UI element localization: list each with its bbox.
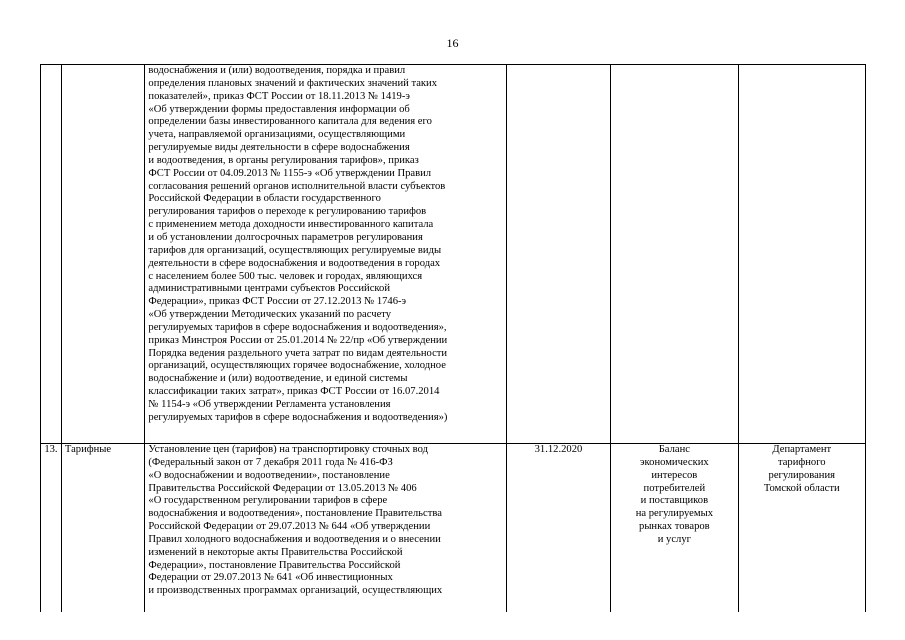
- text-line: Томской области: [763, 482, 840, 494]
- text-line: Баланс: [658, 444, 690, 455]
- text-line: рынках товаров: [639, 521, 710, 533]
- text-line: тарифов для организаций, осуществляющих регулируемые виды: [148, 244, 442, 256]
- text-line: водоснабжение и (или) водоотведение, и единой системы: [148, 373, 408, 385]
- text-line: регулируемые виды деятельности в сфере водоснабжения: [148, 142, 410, 154]
- text-line: Правительства Российской Федерации от 13.05.2013 № 406: [148, 482, 417, 494]
- text-line: Федерации от 29.07.2013 № 641 «Об инвестиционных: [148, 572, 393, 584]
- row-number-cell: 13.: [41, 444, 62, 613]
- text-line: и об установлении долгосрочных параметров регулирования: [148, 231, 423, 243]
- text-line: с применением метода доходности инвестированного капитала: [148, 219, 434, 231]
- text-line: ФСТ России от 04.09.2013 № 1155-э «Об утверждении Правил: [148, 167, 432, 179]
- text-line: водоснабжения и (или) водоотведения, порядка и правил: [148, 65, 406, 76]
- table-row: [41, 444, 866, 613]
- text-line: Российской Федерации в области государственного: [148, 193, 381, 205]
- text-line: с населением более 500 тыс. человек и городах, являющихся: [148, 270, 423, 282]
- text-line: Федерации», приказ ФСТ России от 27.12.2013 № 1746-э: [148, 296, 407, 308]
- expected-result-cell: [611, 65, 738, 444]
- text-line: приказ Минстроя России от 25.01.2014 № 22/пр «Об утверждении: [148, 334, 448, 346]
- text-line: регулирования: [768, 469, 836, 481]
- text-line: Федерации», постановление Правительства Российской: [148, 559, 401, 571]
- expected-result-cell: [611, 444, 738, 613]
- category-cell: Тарифные: [61, 444, 145, 613]
- text-line: Установление цен (тарифов) на транспортировку сточных вод: [148, 444, 428, 455]
- text-line: «Об утверждении Методических указаний по расчету: [148, 309, 392, 321]
- text-line: изменений в некоторые акты Правительства Российской: [148, 546, 403, 558]
- text-line: и водоотведения, в органы регулирования тарифов», приказ: [148, 154, 419, 166]
- text-line: и поставщиков: [640, 495, 709, 507]
- text-line: экономических: [640, 456, 709, 468]
- text-line: административными центрами субъектов Российской: [148, 283, 391, 295]
- text-line: «О водоснабжении и водоотведении», постановление: [148, 469, 390, 481]
- text-line: (Федеральный закон от 7 декабря 2011 года № 416-ФЗ: [148, 456, 393, 468]
- table-row: [41, 65, 866, 444]
- text-line: определении базы инвестированного капитала для ведения его: [148, 116, 432, 128]
- text-line: и услуг: [657, 533, 691, 545]
- text-line: регулируемых тарифов в сфере водоснабжения и водоотведения»,: [148, 321, 447, 333]
- text-line: «Об утверждении формы предоставления информации об: [148, 103, 410, 115]
- text-line: учета, направляемой организациями, осуществляющими: [148, 129, 406, 141]
- text-line: определения плановых значений и фактических значений таких: [148, 77, 438, 89]
- text-line: потребителей: [643, 482, 706, 494]
- text-line: показателей», приказ ФСТ России от 18.11.2013 № 1419-э: [148, 90, 410, 102]
- responsible-cell: [738, 65, 865, 444]
- text-line: регулируемых тарифов в сфере водоснабжения и водоотведения»): [148, 411, 448, 423]
- text-line: водоснабжения и водоотведения», постановление Правительства: [148, 508, 442, 520]
- deadline-cell: 31.12.2020: [506, 444, 610, 613]
- text-line: Правил холодного водоснабжения и водоотведения и о внесении: [148, 533, 441, 545]
- responsible-cell: [738, 444, 865, 613]
- text-line: классификации таких затрат», приказ ФСТ России от 16.07.2014: [148, 386, 440, 398]
- text-line: Департамент: [772, 444, 832, 455]
- page-number: 16: [446, 36, 459, 50]
- text-line: согласования решений органов исполнительной власти субъектов: [148, 180, 446, 192]
- text-line: Порядка ведения раздельного учета затрат по видам деятельности: [148, 347, 448, 359]
- legal-basis-cell: [145, 65, 506, 444]
- text-line: регулирования тарифов о переходе к регулированию тарифов: [148, 206, 427, 218]
- text-line: и производственных программах организаций, осуществляющих: [148, 585, 443, 597]
- row-number-cell: [41, 65, 62, 444]
- category-cell: [61, 65, 145, 444]
- text-line: Российской Федерации от 29.07.2013 № 644 «Об утверждении: [148, 521, 431, 533]
- deadline-cell: [506, 65, 610, 444]
- text-line: интересов: [651, 469, 698, 481]
- text-line: тарифного: [777, 456, 826, 468]
- measures-table: [40, 64, 866, 612]
- text-line: на регулируемых: [635, 508, 713, 520]
- text-line: «О государственном регулировании тарифов в сфере: [148, 495, 388, 507]
- text-line: деятельности в сфере водоснабжения и водоотведения в городах: [148, 257, 441, 269]
- legal-basis-cell: [145, 444, 506, 613]
- text-line: № 1154-э «Об утверждении Регламента установления: [148, 398, 391, 410]
- text-line: организаций, осуществляющих горячее водоснабжение, холодное: [148, 360, 446, 372]
